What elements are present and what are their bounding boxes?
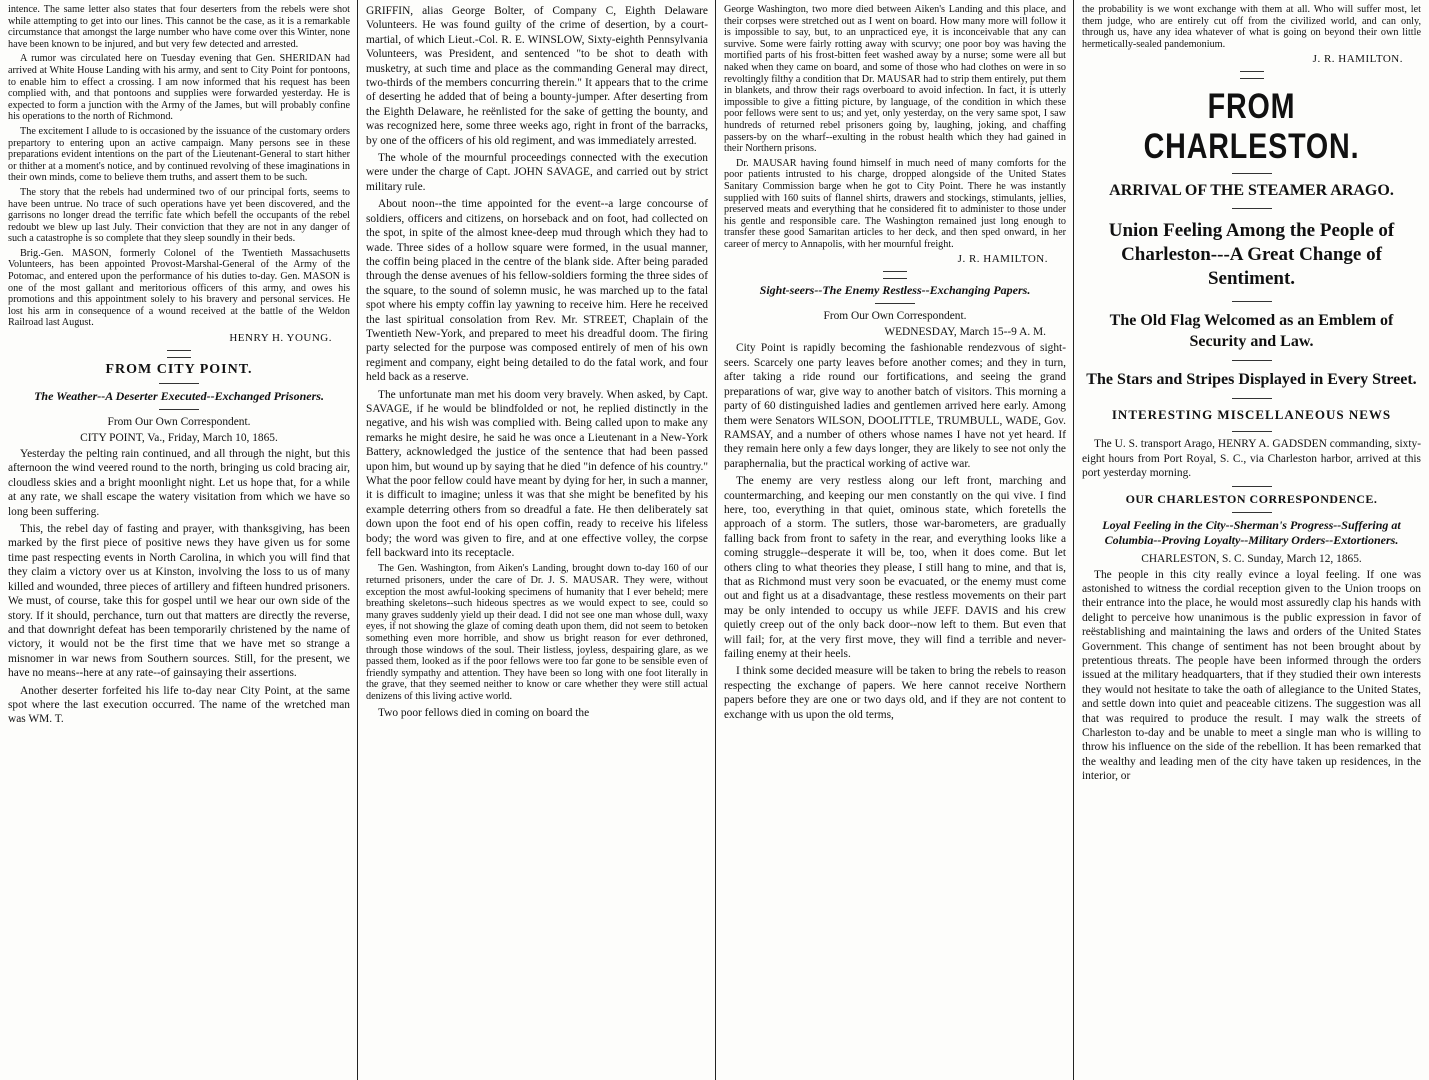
separator-rule [1240, 71, 1264, 79]
headline-deck: ARRIVAL OF THE STEAMER ARAGO. [1109, 182, 1394, 200]
section-headline: OUR CHARLESTON CORRESPONDENCE. [1125, 491, 1378, 506]
article-paragraph: I think some decided measure will be taken to bring the rebels to reason respecting the exchange of papers. We here cannot receive Northern papers before they are one or two days old, and if they are not content to exchange with us upon the old terms, [724, 665, 1066, 721]
article-paragraph: The enemy are very restless along our left front, marching and countermarching, and keeping our men constantly on the qui vive. I find here, too, everything in that quiet, ominous state, which foretells the approach of a storm. The sutlers, those war-barometers, are gradually falling back from front to safety in the rear, and everything looks like a coming struggle--desperate it will be, too, when it does come. But let others cling to what theories they please, I still hang to mine, and that is, that as Richmond must very soon be evacuated, or the enemy must come out and fight us at a disadvantage, these restless movements on their part may be only intended to occupy us while JEFF. DAVIS and his crew quietly creep out of the only back door--now left to them. But even that will fail; for, at the very first move, they will find a terrible and never-failing enemy at their heels. [724, 475, 1066, 660]
dateline: CITY POINT, Va., Friday, March 10, 1865. [80, 432, 278, 445]
separator-rule [1232, 208, 1272, 209]
correspondent-line: From Our Own Correspondent. [823, 310, 967, 323]
separator-rule [1232, 173, 1272, 174]
article-subheadline: Loyal Feeling in the City--Sherman's Progress--Suffering at Columbia--Proving Loyalty--Military Orders--Extortioners. [1102, 517, 1401, 547]
separator-rule [1232, 431, 1272, 432]
byline-signature: HENRY H. YOUNG. [229, 332, 332, 345]
column-4 [1074, 0, 1429, 1080]
column-2 [358, 0, 716, 1080]
column-3 [716, 0, 1074, 1080]
correspondent-line: From Our Own Correspondent. [107, 416, 251, 429]
article-paragraph: The excitement I allude to is occasioned by the issuance of the customary orders prepartory to entering upon an active campaign. Many persons see in these preparations evident intentions on the part of the Lieutenant-General to start hither or thither at a moment's notice, and by continued revolving of these imaginations in their own minds, come to believe them truths, and assert them to be such. [8, 125, 350, 184]
article-paragraph: GRIFFIN, alias George Bolter, of Company C, Eighth Delaware Volunteers. He was found guilty of the crime of desertion, by a court-martial, of which Lieut.-Col. R. E. WINSLOW, Sixty-eighth Pennsylvania Volunteers, was President, and sentenced "to be shot to death with musketry, at such time and place as the commanding General may direct, two-thirds of the members concurring therein." It appears that to the crime of deserting he added that of being a bounty-jumper. After deserting from the Eighth Delaware, he reënlisted for the sake of getting the bounty, and was recognized here, some three weeks ago, right in front of the barracks, by one of the officers of his old regiment, and was immediately arrested. [366, 5, 708, 147]
headline-deck: INTERESTING MISCELLANEOUS NEWS [1111, 407, 1392, 423]
article-paragraph: Yesterday the pelting rain continued, and all through the night, but this afternoon the wind veered round to the north, bringing us cold bracing air, cloudless skies and a bright moonlight night. Let us hope that, for a while at any rate, we shall escape the watery visitation from which we have so long been suffering. [8, 448, 350, 518]
article-paragraph: This, the rebel day of fasting and prayer, with thanksgiving, has been marked by the first piece of positive news they have given us for some time past respecting events in North Carolina, in which you will find that they claim a victory over us at Kinston, involving the loss to us of many killed and wounded, three pieces of artillery and fifteen hundred prisoners. We must, of course, take this for gospel until we hear our own side of the story. If it should, perchance, turn out that matters are directly the reverse, and that downright defeat has been temporarily christened by the name of victory, it would not be the first time that we have met so strange a misnomer in war news from Southern sources. Still, for the present, we have no means--here at any rate--of gainsaying their assertions. [8, 523, 350, 680]
byline-signature: J. R. HAMILTON. [1312, 53, 1403, 66]
separator-rule [159, 409, 199, 410]
article-paragraph: The whole of the mournful proceedings connected with the execution were under the charge of Capt. JOHN SAVAGE, and carried out by strict military rule. [366, 152, 708, 193]
article-paragraph: The Gen. Washington, from Aiken's Landing, brought down to-day 160 of our returned prisoners, under the care of Dr. J. S. MAUSAR. They were, without exception the most awful-looking specimens of humanity that I ever beheld; mere breathing skeletons--such hideous spectres as we would expect to see, could so many graves suddenly yield up their dead. I did not see one man whose dull, waxy eyes, if not showing the glaze of coming death upon them, did not seem to betoken something even more horrible, and show us bright reason for ever dethroned, through those windows of the soul. Their listless, joyless, despairing glare, as we passed them, looked as if the poor fellows were too far gone to be sensible even of friendly sympathy and attention. They have been so long with one foot literally in the grave, that they seemed neither to know or care whether they were still actual denizens of this living active world. [366, 563, 708, 702]
article-paragraph: The unfortunate man met his doom very bravely. When asked, by Capt. SAVAGE, if he would be blindfolded or not, he replied distinctly in the negative, and his wish was complied with. Being called upon to make any remarks he might desire, he said he was once a Lieutenant in a New-York Battery, acknowledged the justice of the sentence that had been passed upon him, but wound up by saying that he died "in defence of his country." What the poor fellow could have meant by dying for her, in such a manner, it is difficult to imagine; unless it was that she might be benefited by his example deterring others from so dreadful a fate. He then deliberately sat down upon the foot end of his open coffin, ready to receive his lifeless body; the word was given to fire, and at one effective volley, the corpse fell backward into its receptacle. [366, 388, 708, 560]
section-headline: FROM CITY POINT. [105, 362, 253, 378]
article-paragraph: City Point is rapidly becoming the fashionable rendezvous of sight-seers. Scarcely one party leaves before another comes; and they in turn, after taking a ride round our fortifications, and seeing the grand preparations of war, give way to another batch of visitors. This morning a party of 60 distinguished ladies and gentlemen arrived here early. Among them were Senators WILSON, DOOLITTLE, TRUMBULL, WADE, Gov. RAMSAY, and a number of others whose names I have not yet heard. If they remain here only a few days longer, they are likely to see not only the paraphernalia, but the practical working of active war. [724, 342, 1066, 470]
article-paragraph: About noon--the time appointed for the event--a large concourse of soldiers, officers and citizens, on horseback and on foot, had collected on the spot, in spite of the almost knee-deep mud through which they had to wade. Three sides of a hollow square were formed, in the usual manner, the coffin being placed in the centre of the blank side. After being paraded through the dense avenues of his fellow-soldiers forming the three sides of the square, to the sound of solemn music, he was marched up to the fatal spot where his empty coffin lay yawning to receive him. Here he received the last spiritual consolation from Rev. Mr. STREET, Chaplain of the Twentieth New-York, and prepared to meet his dreadful doom. The firing party selected for the purpose was composed entirely of men of his own regiment and company, eight being detailed to do the fatal work, and four held back as a reserve. [366, 198, 708, 384]
article-paragraph: the probability is we wont exchange with them at all. Who will suffer most, let them judge, who are entirely cut off from the civilized world, and can only, through us, have any idea whatever of what is going on beyond their own little hermetically-sealed pandemonium. [1082, 4, 1421, 50]
column-1 [0, 0, 358, 1080]
dateline: CHARLESTON, S. C. Sunday, March 12, 1865. [1141, 552, 1362, 565]
main-headline: FROM CHARLESTON. [1143, 87, 1360, 167]
article-paragraph: The U. S. transport Arago, HENRY A. GADSDEN commanding, sixty-eight hours from Port Royal, S. C., via Charleston harbor, arrived at this port yesterday morning. [1082, 438, 1421, 480]
article-paragraph: The story that the rebels had undermined two of our principal forts, seems to have been untrue. No trace of such operations have yet been discovered, and the garrisons no longer dread the terrific fate which befell the occupants of the rebel redoubt we blew up last July. Their conviction that they are not in any danger of such a catastrophe is so complete that they sleep soundly in their beds. [8, 186, 350, 245]
separator-rule [1232, 360, 1272, 361]
article-paragraph: intence. The same letter also states that four deserters from the rebels were shot while attempting to get into our lines. This cannot be the case, as it is a remarkable circumstance that amongst the large number who have come over this Winter, none have been known to be injured, and but very few detected and arrested. [8, 4, 350, 50]
separator-rule [1232, 486, 1272, 487]
separator-rule [1232, 512, 1272, 513]
article-paragraph: The people in this city really evince a loyal feeling. If one was astonished to witness the cordial reception given to the Union troops on their entrance into the place, he would most assuredly clap his hands with delight to perceive how unanimous is the public expression in favor of reëstablishing and maintaining the laws and orders of the United States Government. This change of sentiment has not been brought about by pretentious threats. The people have been informed through the orders issued at the military headquarters, that if they studied their own interests they would not hesitate to take the oath of allegiance to the United States, and settle down into quiet and peaceable citizens. The suggestion was all that was required to produce the result. I may walk the streets of Charleston to-day and be unable to meet a single man who is willing to throw his influence on the side of the rebellion. It has been remarked that the wealthy and leading men of the city have taken up residences, in the interior, or [1082, 568, 1421, 783]
byline-signature: J. R. HAMILTON. [957, 253, 1048, 266]
separator-rule [1232, 301, 1272, 302]
article-subheadline: The Weather--A Deserter Executed--Exchanged Prisoners. [34, 389, 324, 404]
headline-deck: The Old Flag Welcomed as an Emblem of Security and Law. [1109, 312, 1394, 351]
headline-deck: The Stars and Stripes Displayed in Every Street. [1086, 371, 1417, 389]
dateline: WEDNESDAY, March 15--9 A. M. [884, 326, 1046, 339]
separator-rule [883, 271, 907, 279]
separator-rule [1232, 398, 1272, 399]
article-paragraph: Another deserter forfeited his life to-day near City Point, at the same spot where the last execution occurred. The name of the wretched man was WM. T. [8, 684, 350, 726]
separator-rule [159, 383, 199, 384]
article-paragraph: A rumor was circulated here on Tuesday evening that Gen. SHERIDAN had arrived at White House Landing with his army, and sent to City Point for pontoons, to enable him to effect a crossing. I am now informed that his request has been complied with, and that pontoons and supplies were forwarded yesterday. He is expected to form a junction with the Army of the James, but will probably confine his operations to the north of Richmond. [8, 53, 350, 123]
article-subheadline: Sight-seers--The Enemy Restless--Exchanging Papers. [759, 283, 1031, 298]
separator-rule [875, 303, 915, 304]
headline-deck: Union Feeling Among the People of Charleston---A Great Change of Sentiment. [1108, 220, 1395, 290]
separator-rule [167, 350, 191, 358]
article-paragraph: Dr. MAUSAR having found himself in much need of many comforts for the poor patients intrusted to his charge, dropped alongside of the United States Sanitary Commission barge when he got to City Point. There he was instantly supplied with 160 suits of flannel shirts, drawers and stockings, stimulants, jellies, preserved meats and everything that he considered fit to administer to those under his gentle and responsible care. The Washington remained just long enough to transfer these good Samaritan articles to her deck, and then sped onward, in her career of mercy to Annapolis, with her mournful freight. [724, 157, 1066, 250]
article-paragraph: Two poor fellows died in coming on board the [378, 706, 590, 719]
article-paragraph: Brig.-Gen. MASON, formerly Colonel of the Twentieth Massachusetts Volunteers, has been appointed Provost-Marshal-General of the Army of the Potomac, and entered upon the performance of his duties to-day. Gen. MASON is one of the most gallant and meritorious officers of this army, and owes his promotions and this appointment solely to his bravery and personal services. He lost his arm in consequence of a wound received at the battle of the Weldon Railroad last August. [8, 247, 350, 329]
article-paragraph: George Washington, two more died between Aiken's Landing and this place, and their corpses were stretched out as I went on board. How many more will follow it is impossible to say, but, to an unpracticed eye, it is inconceivable that any can survive. Some were fairly rotting away with scurvy; one poor boy was having the mortified parts of his frost-bitten feet washed away by a nurse; some were all but naked when they came on board, and some of those who had clothes on were in so revoltingly filthy a condition that Dr. MAUSAR had to strip them entirely, put them in blankets, and throw their rags overboard to avoid infection. In fact, it is utterly impossible to give a fitting picture, by language, of the condition in which these poor fellows were sent to us; and yet, only yesterday, on the very same spot, I saw hundreds of returned rebel prisoners going by, laughing, joking, and chaffing passers-by on the wharf--exulting in the robust health which they had gained in their Northern prisons. [724, 4, 1066, 155]
